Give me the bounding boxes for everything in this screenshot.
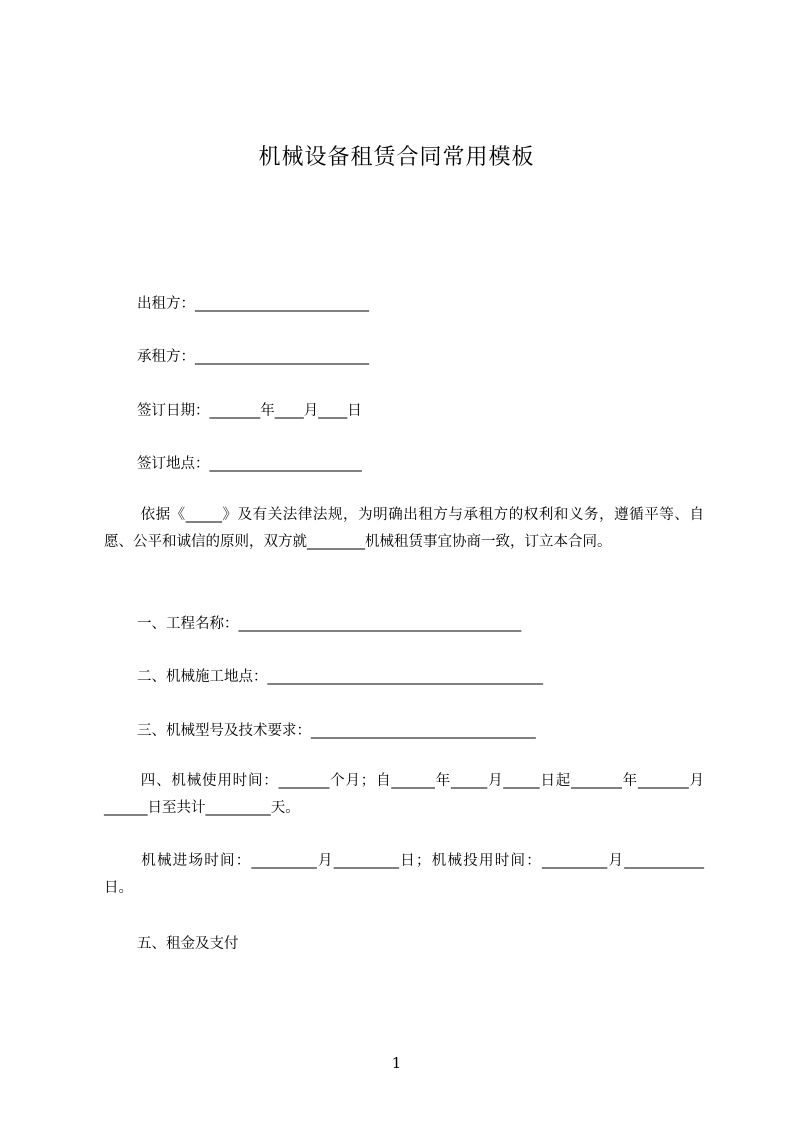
clause-entry-time bbox=[104, 848, 704, 902]
document-title: 机械设备租赁合同常用模板 bbox=[258, 145, 535, 170]
lessor-field: 出租方：________________________ bbox=[137, 296, 369, 312]
sign-date-field: 签订日期：_______年____月____日 bbox=[137, 403, 362, 419]
usage-period-text: 四、机械使用时间：_______个月；自______年_____月_____日起_______年_______月______日至共计_________天。 bbox=[104, 773, 704, 816]
intro-text: 依据《_____》及有关法律法规，为明确出租方与承租方的权利和义务，遵循平等、自愿、公平和诚信的原则，双方就________机械租赁事宜协商一致，订立本合同。 bbox=[104, 507, 704, 550]
entry-time-text: 机械进场时间：_________月_________日；机械投用时间：_________月___________日。 bbox=[104, 853, 704, 896]
sign-place-field: 签订地点：_____________________ bbox=[137, 456, 362, 472]
page-number: 1 bbox=[391, 1054, 402, 1072]
clause-usage-period bbox=[104, 768, 704, 822]
lessee-field: 承租方：________________________ bbox=[137, 349, 369, 365]
clause-site-location: 二、机械施工地点：______________________________________ bbox=[137, 669, 543, 685]
clause-machine-model: 三、机械型号及技术要求：_______________________________ bbox=[137, 723, 536, 739]
intro-paragraph bbox=[104, 502, 704, 556]
clause-project-name: 一、工程名称：_______________________________________ bbox=[137, 616, 522, 632]
clause-rent-payment: 五、租金及支付 bbox=[137, 936, 239, 952]
